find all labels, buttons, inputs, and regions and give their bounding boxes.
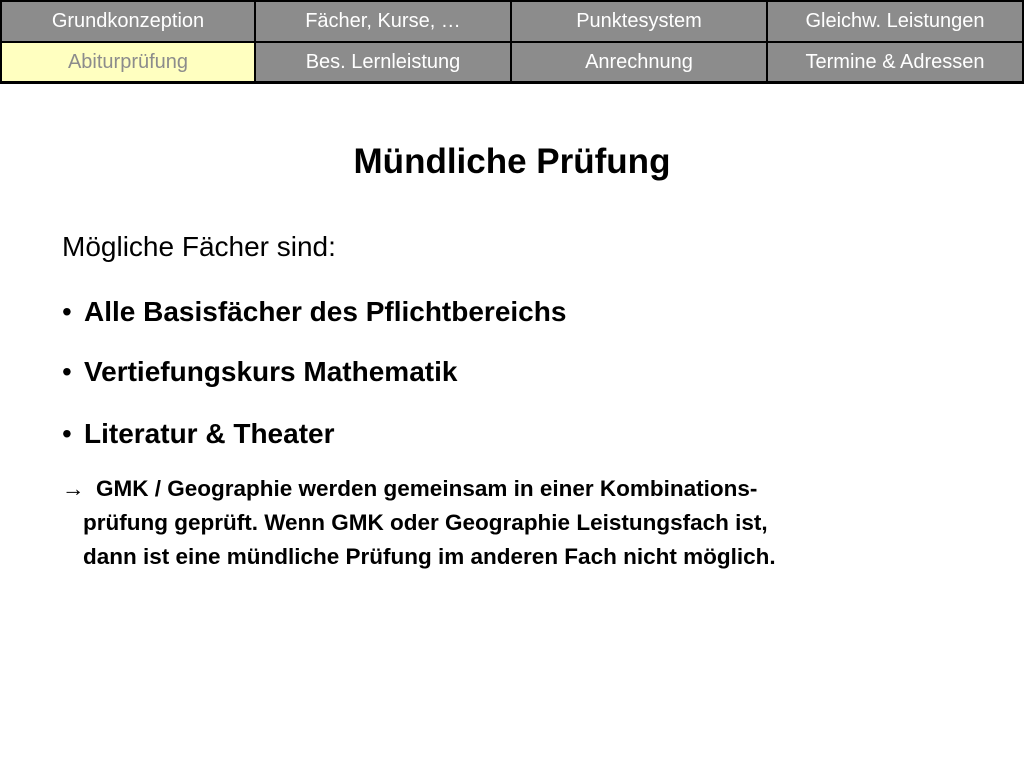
nav-tab-gleichw-leistungen[interactable]: Gleichw. Leistungen: [768, 0, 1024, 41]
arrow-right-icon: →: [62, 476, 85, 501]
nav-tab-faecher-kurse[interactable]: Fächer, Kurse, …: [256, 0, 512, 41]
note-line: dann ist eine mündliche Prüfung im anderen Fach nicht möglich.: [83, 544, 776, 569]
bullet-text: Literatur & Theater: [84, 418, 335, 449]
bullet-text: Alle Basisfächer des Pflichtbereichs: [84, 296, 567, 327]
note-line: [62, 472, 982, 506]
bullet-dot: •: [62, 356, 72, 387]
note-paragraph: [62, 472, 982, 574]
navigation-grid: [0, 0, 1024, 84]
nav-tab-abiturpruefung[interactable]: Abiturprüfung: [0, 41, 256, 81]
bullet-item: [62, 296, 566, 328]
nav-tab-bes-lernleistung[interactable]: Bes. Lernleistung: [256, 41, 512, 81]
bullet-dot: •: [62, 296, 72, 327]
page-title: Mündliche Prüfung: [353, 142, 671, 181]
note-line-text: GMK / Geographie werden gemeinsam in einer Kombinations-: [96, 476, 758, 501]
bullet-item: [62, 418, 335, 450]
nav-tab-grundkonzeption[interactable]: Grundkonzeption: [0, 0, 256, 41]
nav-tab-punktesystem[interactable]: Punktesystem: [512, 0, 768, 41]
note-line: prüfung geprüft. Wenn GMK oder Geographie Leistungsfach ist,: [83, 510, 768, 535]
nav-tab-anrechnung[interactable]: Anrechnung: [512, 41, 768, 81]
nav-tab-termine-adressen[interactable]: Termine & Adressen: [768, 41, 1024, 81]
bullet-item: [62, 356, 457, 388]
bullet-text: Vertiefungskurs Mathematik: [84, 356, 458, 387]
bullet-dot: •: [62, 418, 72, 449]
intro-text: Mögliche Fächer sind:: [62, 231, 336, 262]
